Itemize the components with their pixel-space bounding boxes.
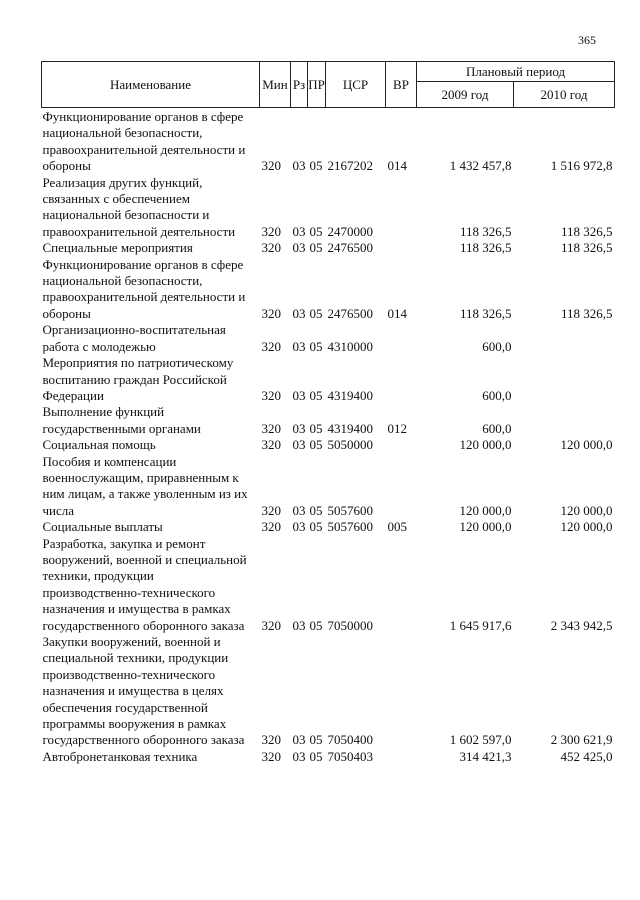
- row-value-2010: [514, 355, 615, 404]
- row-csr: 4319400: [327, 387, 373, 403]
- row-min: 320: [261, 519, 281, 535]
- row-value-2009: 120 000,0: [459, 502, 512, 518]
- row-csr: 7050400: [327, 732, 373, 748]
- row-rz: 03: [292, 748, 306, 764]
- row-rz: 03: [292, 617, 306, 633]
- row-pr: 05: [309, 502, 323, 518]
- row-name: Автобронетанковая техника: [42, 748, 198, 764]
- table-row: [42, 749, 615, 765]
- row-min: 320: [261, 387, 281, 403]
- row-rz: 03: [292, 338, 306, 354]
- table-header: [42, 62, 615, 108]
- row-vr: 012: [387, 420, 407, 436]
- row-pr: 05: [309, 223, 323, 239]
- row-vr: [386, 454, 417, 520]
- table-row: [42, 536, 615, 634]
- row-name: Закупки вооружений, военной и специальной техники, продукции производственно-технического назначения и имущества в целях обеспечения государственной программы вооружения в рамках государственного оборонного заказа: [42, 634, 245, 748]
- header-year-2010: 2010 год: [514, 82, 615, 108]
- header-csr: ЦСР: [326, 62, 386, 108]
- row-value-2010: [514, 322, 615, 355]
- row-value-2010: 120 000,0: [560, 437, 613, 453]
- row-name: Организационно-воспитательная работа с молодежью: [42, 322, 226, 354]
- row-rz: 03: [292, 223, 306, 239]
- row-min: 320: [261, 158, 281, 174]
- row-vr: 014: [387, 158, 407, 174]
- row-value-2010: 1 516 972,8: [550, 158, 613, 174]
- row-csr: 4310000: [327, 338, 373, 354]
- table-body: [42, 108, 615, 766]
- row-value-2009: 118 326,5: [459, 223, 512, 239]
- row-rz: 03: [292, 732, 306, 748]
- row-value-2009: 600,0: [482, 387, 512, 403]
- row-csr: 2167202: [327, 158, 373, 174]
- row-rz: 03: [292, 519, 306, 535]
- row-min: 320: [261, 617, 281, 633]
- row-vr: [386, 175, 417, 241]
- row-rz: 03: [292, 420, 306, 436]
- row-name: Функционирование органов в сфере национальной безопасности, правоохранительной деятельности и обороны: [42, 256, 246, 321]
- row-pr: 05: [309, 420, 323, 436]
- row-value-2010: 452 425,0: [560, 748, 613, 764]
- header-vr: ВР: [386, 62, 417, 108]
- row-min: 320: [261, 223, 281, 239]
- row-value-2009: 118 326,5: [459, 240, 512, 256]
- row-rz: 03: [292, 437, 306, 453]
- row-pr: 05: [309, 305, 323, 321]
- table-row: [42, 519, 615, 535]
- row-vr: 014: [387, 305, 407, 321]
- row-value-2009: 314 421,3: [459, 748, 512, 764]
- row-vr: [386, 355, 417, 404]
- row-value-2010: 118 326,5: [560, 240, 613, 256]
- row-min: 320: [261, 305, 281, 321]
- table-row: [42, 454, 615, 520]
- row-vr: [386, 634, 417, 749]
- table-row: [42, 108, 615, 175]
- row-value-2009: 1 602 597,0: [449, 732, 512, 748]
- row-name: Выполнение функций государственными органами: [42, 404, 201, 436]
- row-rz: 03: [292, 158, 306, 174]
- row-pr: 05: [309, 748, 323, 764]
- row-pr: 05: [309, 240, 323, 256]
- row-rz: 03: [292, 305, 306, 321]
- row-min: 320: [261, 420, 281, 436]
- row-vr: [386, 749, 417, 765]
- row-value-2009: 120 000,0: [459, 437, 512, 453]
- row-csr: 5057600: [327, 519, 373, 535]
- row-csr: 7050000: [327, 617, 373, 633]
- row-name: Специальные мероприятия: [42, 240, 193, 256]
- row-min: 320: [261, 732, 281, 748]
- row-pr: 05: [309, 519, 323, 535]
- row-vr: [386, 240, 417, 256]
- row-csr: 7050403: [327, 748, 373, 764]
- row-value-2009: 600,0: [482, 420, 512, 436]
- row-value-2009: 600,0: [482, 338, 512, 354]
- budget-table: [41, 61, 615, 765]
- header-rz: Рз: [291, 62, 308, 108]
- table-row: [42, 322, 615, 355]
- row-min: 320: [261, 748, 281, 764]
- header-min: Мин: [260, 62, 291, 108]
- table-row: [42, 240, 615, 256]
- row-csr: 5050000: [327, 437, 373, 453]
- row-name: Социальная помощь: [42, 437, 156, 453]
- row-name: Мероприятия по патриотическому воспитанию граждан Российской Федерации: [42, 355, 234, 403]
- row-csr: 5057600: [327, 502, 373, 518]
- row-name: Функционирование органов в сфере национальной безопасности, правоохранительной деятельности и обороны: [42, 109, 246, 174]
- row-csr: 2470000: [327, 223, 373, 239]
- row-value-2010: [514, 404, 615, 437]
- row-csr: 2476500: [327, 305, 373, 321]
- row-rz: 03: [292, 502, 306, 518]
- row-name: Реализация других функций, связанных с обеспечением национальной безопасности и правоохранительной деятельности: [42, 174, 236, 239]
- table-row: [42, 355, 615, 404]
- row-vr: [386, 536, 417, 634]
- row-vr: 005: [387, 519, 407, 535]
- row-name: Разработка, закупка и ремонт вооружений, военной и специальной техники, продукции производственно-технического назначения и имущества в рамках государственного оборонного заказа: [42, 535, 247, 633]
- row-value-2009: 118 326,5: [459, 305, 512, 321]
- row-vr: [386, 322, 417, 355]
- row-min: 320: [261, 437, 281, 453]
- row-value-2010: 120 000,0: [560, 519, 613, 535]
- row-vr: [386, 437, 417, 453]
- row-value-2010: 2 343 942,5: [550, 617, 613, 633]
- header-planning-period: Плановый период: [417, 62, 615, 82]
- header-name: Наименование: [42, 62, 260, 108]
- row-csr: 4319400: [327, 420, 373, 436]
- row-pr: 05: [309, 338, 323, 354]
- row-value-2010: 120 000,0: [560, 502, 613, 518]
- row-pr: 05: [309, 617, 323, 633]
- page-number: 365: [578, 33, 596, 47]
- table-row: [42, 437, 615, 453]
- table-row: [42, 634, 615, 749]
- table-row: [42, 257, 615, 323]
- table-row: [42, 404, 615, 437]
- row-value-2010: 118 326,5: [560, 305, 613, 321]
- row-pr: 05: [309, 158, 323, 174]
- row-min: 320: [261, 338, 281, 354]
- row-value-2010: 118 326,5: [560, 223, 613, 239]
- row-min: 320: [261, 240, 281, 256]
- row-min: 320: [261, 502, 281, 518]
- row-pr: 05: [309, 437, 323, 453]
- row-csr: 2476500: [327, 240, 373, 256]
- row-pr: 05: [309, 387, 323, 403]
- header-year-2009: 2009 год: [417, 82, 514, 108]
- row-name: Пособия и компенсации военнослужащим, приравненным к ним лицам, а также уволенным из их числа: [42, 453, 248, 518]
- table-row: [42, 175, 615, 241]
- row-value-2009: 120 000,0: [459, 519, 512, 535]
- row-value-2010: 2 300 621,9: [550, 732, 613, 748]
- row-rz: 03: [292, 387, 306, 403]
- row-rz: 03: [292, 240, 306, 256]
- row-pr: 05: [309, 732, 323, 748]
- row-value-2009: 1 432 457,8: [449, 158, 512, 174]
- header-pr: ПР: [308, 62, 326, 108]
- row-value-2009: 1 645 917,6: [449, 617, 512, 633]
- row-name: Социальные выплаты: [42, 519, 163, 535]
